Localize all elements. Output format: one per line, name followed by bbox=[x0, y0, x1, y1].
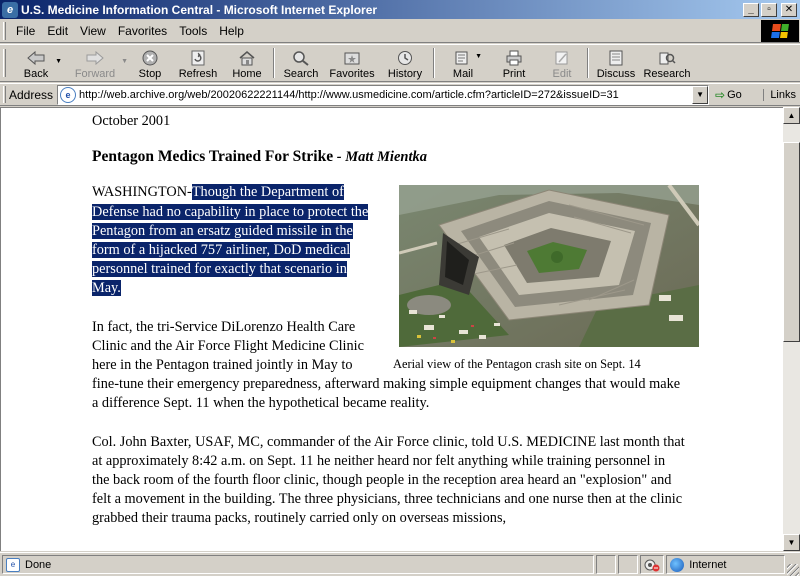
headline-text: Pentagon Medics Trained For Strike bbox=[92, 148, 334, 166]
history-icon bbox=[394, 48, 416, 68]
pentagon-aerial-photo bbox=[399, 185, 699, 347]
page-done-icon: e bbox=[6, 558, 20, 572]
maximize-button[interactable]: ▫ bbox=[761, 3, 777, 17]
standard-toolbar bbox=[0, 44, 800, 82]
go-arrow-icon: ⇨ bbox=[715, 87, 726, 102]
home-icon bbox=[236, 48, 258, 68]
history-label: History bbox=[387, 68, 423, 80]
byline bbox=[333, 149, 427, 165]
article-figure bbox=[393, 185, 697, 374]
security-zone[interactable] bbox=[666, 555, 785, 574]
links-toolbar[interactable]: Links bbox=[763, 89, 796, 101]
stop-button[interactable] bbox=[128, 45, 172, 81]
status-blank-cell bbox=[618, 555, 638, 574]
menu-tools[interactable]: Tools bbox=[179, 23, 208, 38]
paragraph-2: In fact, the tri-Service DiLorenzo Health Care Clinic and the Air Force Flight Medicine Clinic here in the Pentagon trained jointly in May to fine-tune their emergency preparedness, afterward making simple equipment changes that would make a difference Sept. 11 when the hypothetical became reality. bbox=[92, 318, 681, 412]
address-dropdown-icon[interactable]: ▼ bbox=[692, 86, 708, 104]
globe-icon bbox=[670, 558, 684, 572]
menu-edit[interactable]: Edit bbox=[47, 23, 69, 38]
go-label: Go bbox=[727, 88, 742, 101]
home-button[interactable] bbox=[224, 45, 270, 81]
refresh-button[interactable] bbox=[172, 45, 224, 81]
favorites-label: Favorites bbox=[329, 68, 375, 80]
zone-label: Internet bbox=[689, 558, 727, 571]
home-label: Home bbox=[232, 68, 262, 80]
vertical-scrollbar[interactable] bbox=[783, 107, 800, 551]
address-field[interactable] bbox=[57, 85, 709, 105]
menu-view[interactable]: View bbox=[80, 23, 106, 38]
refresh-icon bbox=[187, 48, 209, 68]
discuss-label: Discuss bbox=[596, 68, 636, 80]
article-headline bbox=[92, 147, 686, 167]
stop-icon bbox=[139, 48, 161, 68]
toolbar-separator bbox=[433, 48, 435, 78]
research-icon bbox=[656, 48, 678, 68]
back-arrow-icon bbox=[25, 48, 47, 68]
menu-help[interactable]: Help bbox=[219, 23, 244, 38]
toolbar-grip[interactable] bbox=[3, 49, 6, 77]
back-button[interactable] bbox=[10, 45, 62, 81]
favorites-icon bbox=[341, 48, 363, 68]
status-text: Done bbox=[25, 558, 52, 571]
toolbar-separator bbox=[273, 48, 275, 78]
search-button[interactable] bbox=[278, 45, 324, 81]
address-label: Address bbox=[9, 87, 54, 102]
paragraph-3: Col. John Baxter, USAF, MC, commander of the Air Force clinic, told U.S. MEDICINE last month that at approximately 8:42 a.m. on Sept. 11 he neither heard nor felt anything while training personnel in the back room of the fourth floor clinic, though people in the reception area heard an "explosion" and felt a movement in the building. The three physicians, three technicians and one nurse then at the clinic grabbed their trauma packs, routinely carried only on overseas missions, bbox=[92, 433, 685, 527]
discuss-button[interactable] bbox=[592, 45, 640, 81]
issue-date: October 2001 bbox=[92, 113, 171, 129]
research-label: Research bbox=[643, 68, 691, 80]
page-viewport bbox=[0, 107, 783, 551]
edit-button[interactable] bbox=[540, 45, 584, 81]
status-main bbox=[2, 555, 594, 574]
scroll-up-icon[interactable]: ▲ bbox=[783, 107, 800, 124]
forward-arrow-icon bbox=[84, 48, 106, 68]
back-dropdown-icon[interactable]: ▼ bbox=[55, 58, 62, 65]
status-progress-cell bbox=[596, 555, 616, 574]
selected-text[interactable]: Though the Department of Defense had no capability in place to protect the Pentagon from an ersatz guided missile in the form of a hijacked 757 airliner, DoD medical personnel trained for exactly that scenario in May. bbox=[92, 184, 369, 297]
title-bar bbox=[0, 0, 800, 19]
close-button[interactable]: ✕ bbox=[781, 3, 797, 17]
forward-dropdown-icon[interactable]: ▼ bbox=[121, 58, 128, 65]
history-button[interactable] bbox=[380, 45, 430, 81]
forward-button[interactable] bbox=[62, 45, 128, 81]
back-label: Back bbox=[23, 68, 49, 80]
discuss-icon bbox=[605, 48, 627, 68]
menu-bar bbox=[0, 19, 800, 43]
scroll-down-icon[interactable]: ▼ bbox=[783, 534, 800, 551]
status-bar bbox=[0, 552, 800, 576]
edit-page-icon bbox=[551, 48, 573, 68]
page-icon: e bbox=[60, 87, 76, 103]
photo-caption: Aerial view of the Pentagon crash site on Sept. 14 bbox=[393, 357, 641, 372]
forward-label: Forward bbox=[74, 68, 116, 80]
refresh-label: Refresh bbox=[178, 68, 218, 80]
dateline: WASHINGTON- bbox=[92, 184, 192, 201]
favorites-button[interactable] bbox=[324, 45, 380, 81]
scroll-thumb[interactable] bbox=[783, 142, 800, 342]
author-name: Matt Mientka bbox=[345, 149, 427, 166]
window-title: U.S. Medicine Information Central - Microsoft Internet Explorer bbox=[21, 2, 378, 17]
resize-grip-icon[interactable] bbox=[787, 564, 799, 576]
byline-separator: - bbox=[333, 149, 346, 166]
print-label: Print bbox=[502, 68, 526, 80]
stop-label: Stop bbox=[138, 68, 162, 80]
printer-icon bbox=[503, 48, 525, 68]
address-grip[interactable] bbox=[3, 86, 6, 103]
article bbox=[92, 112, 686, 548]
go-button[interactable] bbox=[715, 88, 742, 102]
menu-grip[interactable] bbox=[3, 22, 6, 40]
mail-icon bbox=[452, 48, 474, 68]
address-bar bbox=[0, 83, 800, 106]
privacy-icon[interactable] bbox=[640, 555, 664, 574]
search-label: Search bbox=[283, 68, 319, 80]
toolbar-separator bbox=[587, 48, 589, 78]
mail-button[interactable] bbox=[438, 45, 488, 81]
windows-logo bbox=[761, 20, 799, 42]
mail-dropdown-icon[interactable]: ▼ bbox=[475, 53, 482, 60]
edit-label: Edit bbox=[552, 68, 572, 80]
search-icon bbox=[290, 48, 312, 68]
url-text[interactable]: http://web.archive.org/web/20020622221144/http://www.usmedicine.com/article.cfm?articleID=272&issueID=31 bbox=[79, 88, 619, 101]
print-button[interactable] bbox=[488, 45, 540, 81]
research-button[interactable] bbox=[640, 45, 694, 81]
ie-icon: e bbox=[2, 2, 18, 18]
mail-label: Mail bbox=[452, 68, 474, 80]
minimize-button[interactable]: _ bbox=[743, 3, 759, 17]
menu-favorites[interactable]: Favorites bbox=[117, 23, 168, 38]
windows-flag-icon bbox=[771, 24, 789, 38]
menu-file[interactable]: File bbox=[16, 23, 36, 38]
